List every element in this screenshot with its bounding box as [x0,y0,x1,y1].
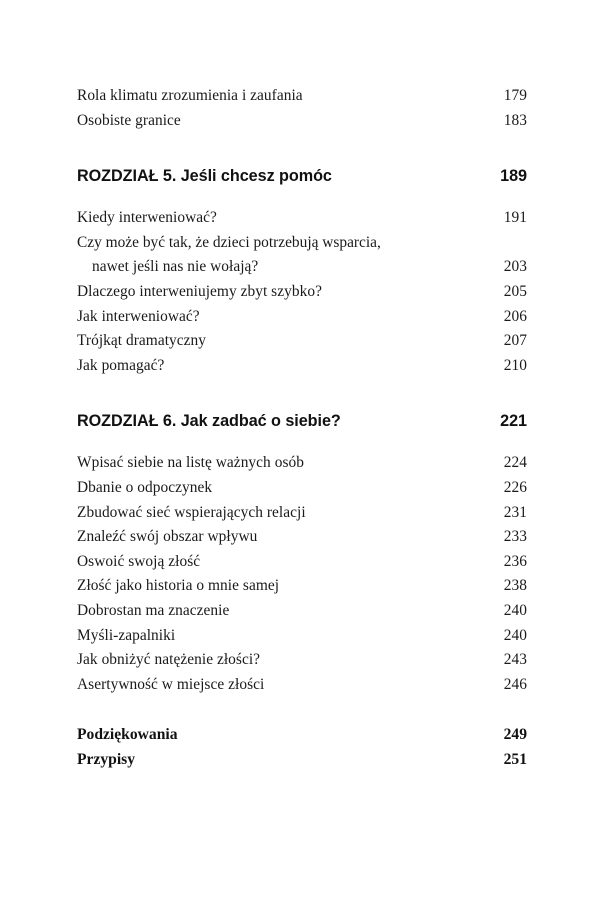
toc-entry[interactable] [77,206,527,231]
toc-entry-label: Dobrostan ma znaczenie [77,601,230,619]
toc-entry-page: 179 [503,87,527,104]
toc-entry[interactable] [77,109,527,134]
toc-backmatter-entry[interactable] [77,723,527,748]
toc-entry-label: Jak interweniować? [77,307,200,325]
toc-section-continued [77,84,527,133]
toc-section-chapter-6-entries [77,451,527,697]
toc-entry-label: Kiedy interweniować? [77,209,217,227]
toc-entry-page: 210 [503,356,527,374]
toc-entry[interactable] [77,550,527,575]
toc-entry-label: Jak obniżyć natężenie złości? [77,651,261,669]
toc-chapter-label: ROZDZIAŁ 5. Jeśli chcesz pomóc [77,167,332,186]
toc-chapter-page: 221 [500,412,527,431]
toc-backmatter-label: Podziękowania [77,726,178,744]
toc-entry[interactable] [77,84,527,109]
toc-entry-label: Oswoić swoją złość [77,552,201,570]
toc-entry-page: 226 [503,478,527,496]
toc-entry[interactable] [77,624,527,649]
toc-entry-label-line2: nawet jeśli nas nie wołają? [92,258,259,276]
toc-entry-page: 224 [503,454,527,472]
toc-entry-page: 236 [503,552,527,570]
toc-entry-page: 207 [503,332,527,350]
toc-entry[interactable] [77,451,527,476]
toc-section-chapter-5-entries [77,206,527,378]
toc-entry-page: 246 [503,675,527,693]
toc-entry-multiline[interactable] [77,231,527,280]
toc-entry-label: Wpisać siebie na listę ważnych osób [77,454,304,472]
table-of-contents [77,84,527,772]
toc-entry[interactable] [77,354,527,379]
toc-entry-label: Zbudować sieć wspierających relacji [77,503,306,521]
toc-entry[interactable] [77,501,527,526]
toc-backmatter-page: 249 [503,726,527,744]
toc-entry[interactable] [77,305,527,330]
toc-entry-page: 231 [503,503,527,521]
toc-entry-label: Znaleźć swój obszar wpływu [77,528,258,546]
toc-entry-page: 243 [503,651,527,669]
toc-entry-label: Myśli-zapalniki [77,626,176,644]
toc-entry-label: Złość jako historia o mnie samej [77,577,280,595]
toc-entry-page: 205 [503,282,527,300]
toc-chapter-page: 189 [500,167,527,186]
toc-entry-page: 240 [503,626,527,644]
toc-chapter-heading-5[interactable] [77,165,527,187]
toc-entry[interactable] [77,648,527,673]
toc-entry-label: Dlaczego interweniujemy zbyt szybko? [77,282,322,300]
toc-entry-page: 203 [503,258,527,276]
toc-entry-page: 183 [503,111,527,129]
toc-entry-label: Trójkąt dramatyczny [77,332,207,350]
toc-entry[interactable] [77,599,527,624]
toc-entry[interactable] [77,574,527,599]
toc-entry[interactable] [77,476,527,501]
toc-chapter-label: ROZDZIAŁ 6. Jak zadbać o siebie? [77,412,341,431]
toc-entry[interactable] [77,673,527,698]
toc-entry-label: Asertywność w miejsce złości [77,675,265,693]
toc-entry-page: 240 [503,601,527,619]
toc-entry-page: 191 [503,209,527,227]
toc-entry-label-line1: Czy może być tak, że dzieci potrzebują wsparcia, [77,233,381,251]
toc-entry-label: Osobiste granice [77,111,181,129]
toc-chapter-heading-6[interactable] [77,410,527,432]
toc-entry-page: 206 [503,307,527,325]
toc-backmatter-label: Przypisy [77,750,136,768]
toc-entry[interactable] [77,525,527,550]
toc-entry-page: 238 [503,577,527,595]
toc-entry-label: Rola klimatu zrozumienia i zaufania [77,87,303,104]
toc-backmatter-page: 251 [503,750,527,768]
toc-entry-page: 233 [503,528,527,546]
toc-entry[interactable] [77,329,527,354]
toc-entry-label: Jak pomagać? [77,356,165,374]
toc-section-back-matter [77,723,527,772]
toc-entry[interactable] [77,280,527,305]
toc-entry-label: Dbanie o odpoczynek [77,478,213,496]
toc-backmatter-entry[interactable] [77,748,527,773]
